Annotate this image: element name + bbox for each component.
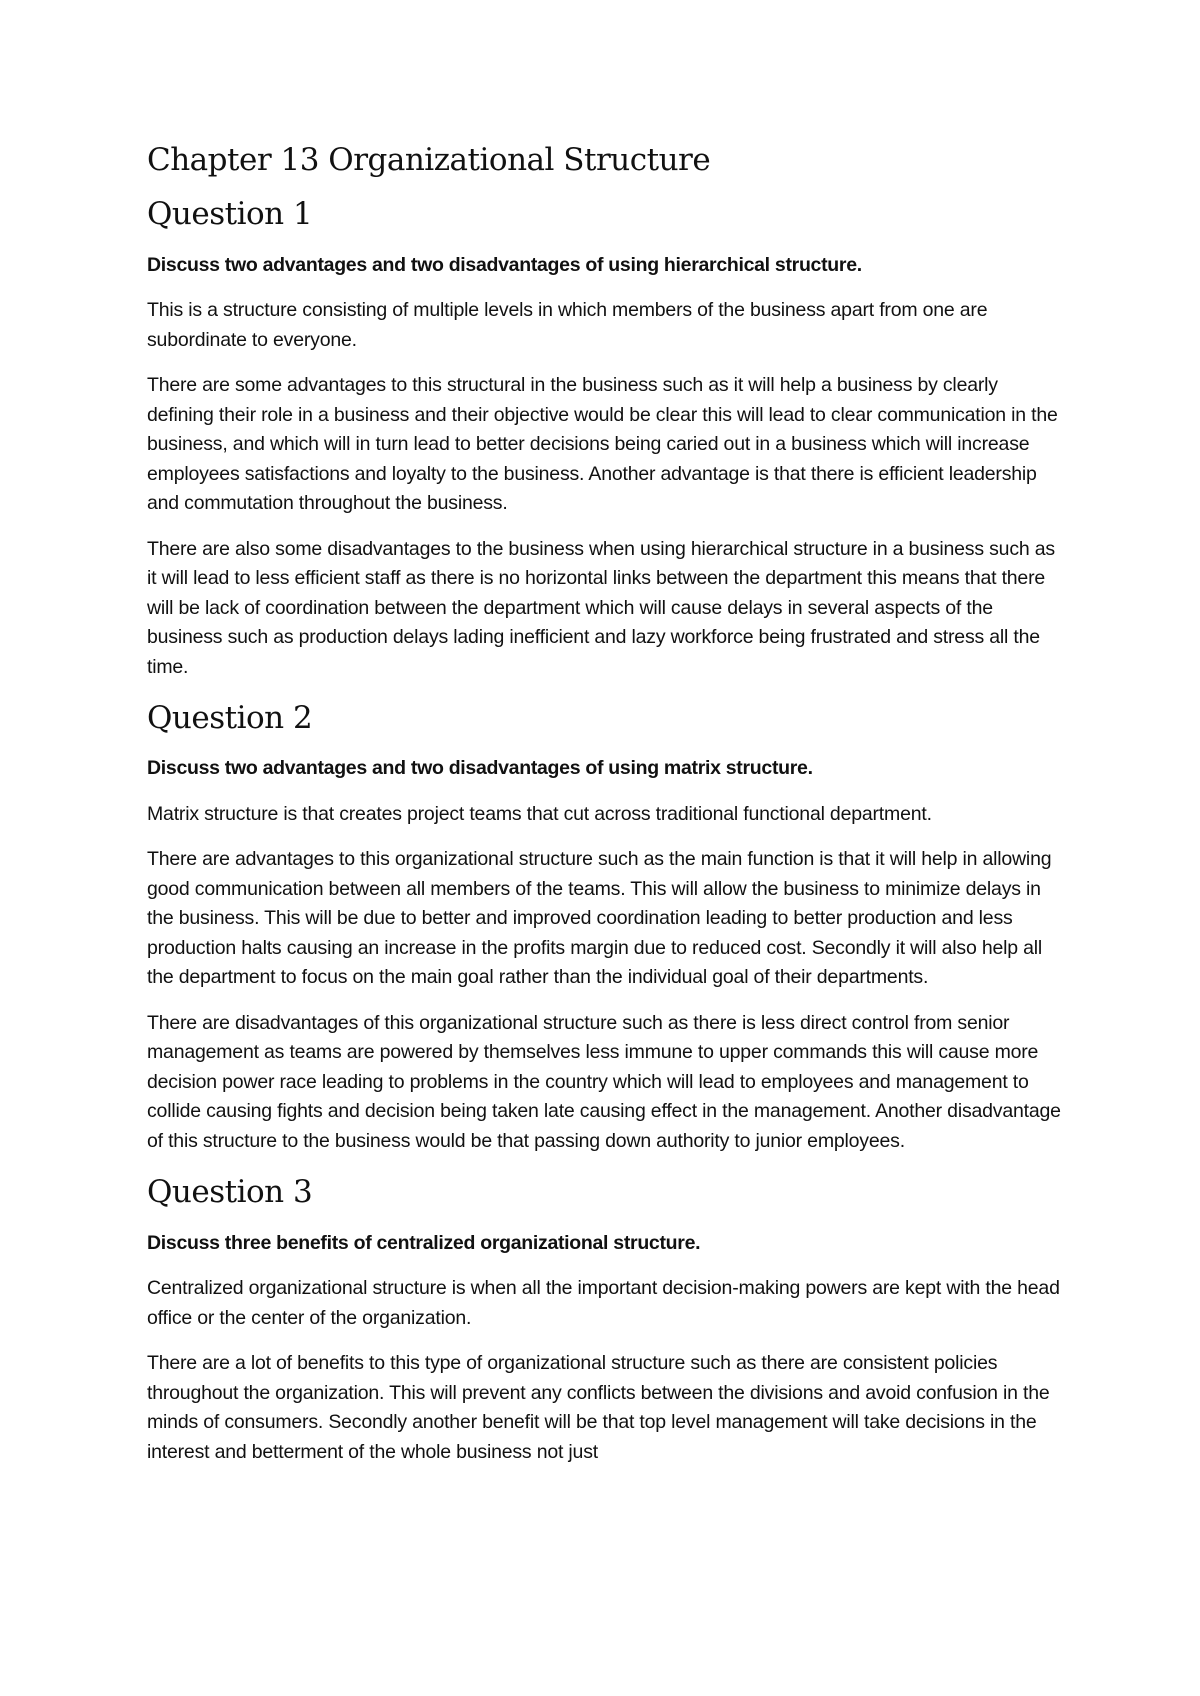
question-3-paragraph-1: Centralized organizational structure is when all the important decision-making powers are kept with the head office or the center of the organization. xyxy=(147,1277,1060,1329)
question-2-paragraph-3: There are disadvantages of this organizational structure such as there is less direct control from senior management as teams are powered by themselves less immune to upper commands this will cause more decision power race leading to problems in the country which will lead to employees and management to collide causing fights and decision being taken late causing effect in the management. Another disadvantage of this structure to the business would be that passing down authority to junior employees. xyxy=(147,1011,1061,1152)
document-page xyxy=(147,140,1067,1483)
question-3-prompt: Discuss three benefits of centralized organizational structure. xyxy=(147,1231,701,1254)
question-2-prompt: Discuss two advantages and two disadvantages of using matrix structure. xyxy=(147,757,813,780)
question-2-heading: Question 2 xyxy=(147,700,313,737)
question-1-section xyxy=(147,194,1067,682)
chapter-title: Chapter 13 Organizational Structure xyxy=(147,142,711,178)
question-1-paragraph-2: There are some advantages to this structural in the business such as it will help a business by clearly defining their role in a business and their objective would be clear this will lead to clear communication in the business, and which will in turn lead to better decisions being caried out in a business which will increase employees satisfactions and loyalty to the business. Another advantage is that there is efficient leadership and commutation throughout the business. xyxy=(147,374,1058,515)
question-3-paragraph-2: There are a lot of benefits to this type of organizational structure such as there are consistent policies throughout the organization. This will prevent any conflicts between the divisions and avoid confusion in the minds of consumers. Secondly another benefit will be that top level management will take decisions in the interest and betterment of the whole business not just xyxy=(147,1352,1050,1463)
question-1-paragraph-1: This is a structure consisting of multiple levels in which members of the business apart from one are subordinate to everyone. xyxy=(147,299,988,351)
question-1-paragraph-3: There are also some disadvantages to the business when using hierarchical structure in a business such as it will lead to less efficient staff as there is no horizontal links between the department this means that there will be lack of coordination between the department which will cause delays in several aspects of the business such as production delays lading inefficient and lazy workforce being frustrated and stress all the time. xyxy=(147,537,1055,678)
question-1-heading: Question 1 xyxy=(147,196,313,233)
question-2-section xyxy=(147,698,1067,1156)
question-2-paragraph-1: Matrix structure is that creates project teams that cut across traditional functional department. xyxy=(147,802,932,825)
question-3-heading: Question 3 xyxy=(147,1174,313,1211)
question-1-prompt: Discuss two advantages and two disadvantages of using hierarchical structure. xyxy=(147,253,862,276)
question-3-section xyxy=(147,1172,1067,1467)
question-2-paragraph-2: There are advantages to this organizational structure such as the main function is that it will help in allowing good communication between all members of the teams. This will allow the business to minimize delays in the business. This will be due to better and improved coordination leading to better production and less production halts causing an increase in the profits margin due to reduced cost. Secondly it will also help all the department to focus on the main goal rather than the individual goal of their departments. xyxy=(147,848,1052,989)
